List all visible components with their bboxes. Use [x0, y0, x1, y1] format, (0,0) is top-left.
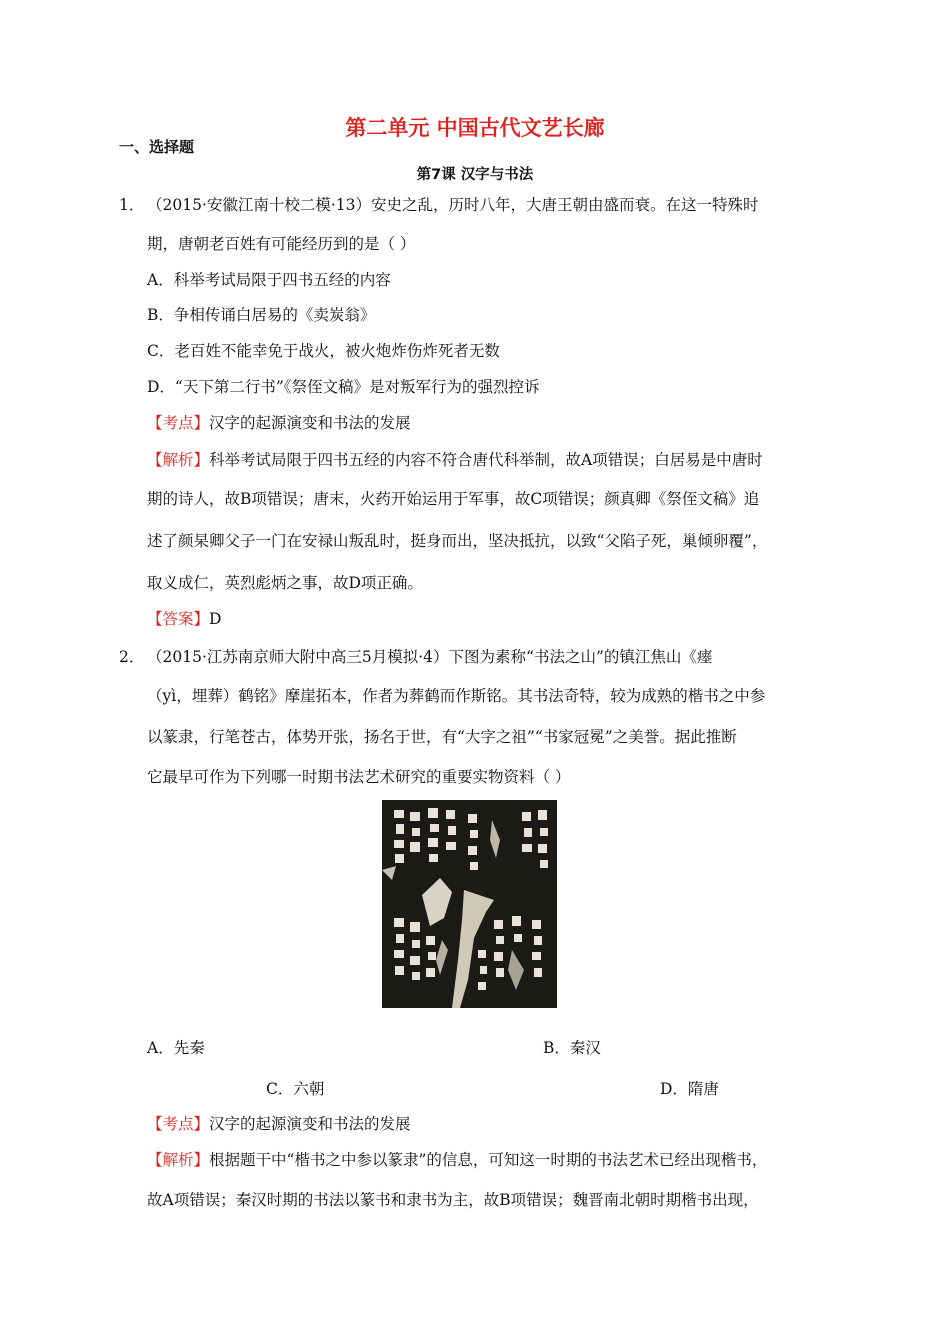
option-b: B．争相传诵白居易的《卖炭翁》: [147, 306, 376, 324]
jiexi-line: 述了颜杲卿父子一门在安禄山叛乱时，挺身而出，坚决抵抗，以致“父陷子死，巢倾卵覆”，: [147, 532, 768, 550]
rubbing-image: [382, 800, 557, 1008]
kaodian-tag: 【考点】: [147, 1115, 210, 1133]
section-title: 一、选择题: [119, 138, 195, 156]
jiexi-row: [147, 450, 763, 470]
question-stem-line: （2015·江苏南京师大附中高三5月模拟·4）下图为素称“书法之山”的镇江焦山《瘗: [147, 648, 713, 666]
lesson-title: 第7课 汉字与书法: [416, 167, 534, 183]
kaodian-row: [147, 1114, 411, 1134]
question-number: 1．: [119, 196, 145, 214]
kaodian-row: [147, 413, 411, 433]
question-number: 2．: [119, 648, 145, 666]
question-stem-line: 以篆隶，行笔苍古，体势开张，扬名于世，有“大字之祖”“书家冠冕”之美誉。据此推断: [147, 728, 737, 746]
jiexi-line: 取义成仁，英烈彪炳之事，故D项正确。: [147, 574, 423, 592]
jiexi-line: 故A项错误；秦汉时期的书法以篆书和隶书为主，故B项错误；魏晋南北朝时期楷书出现，: [147, 1191, 759, 1209]
question-stem-line: 它最早可作为下列哪一时期书法艺术研究的重要实物资料（ ）: [147, 768, 571, 786]
jiexi-line: 期的诗人，故B项错误；唐末，火药开始运用于军事，故C项错误；颜真卿《祭侄文稿》追: [147, 490, 760, 508]
option-a: A．科举考试局限于四书五经的内容: [147, 271, 391, 289]
unit-title: 第二单元 中国古代文艺长廊: [345, 116, 605, 140]
answer-row: [147, 609, 221, 629]
question-stem-line: （yì，埋葬）鹤铭》摩崖拓本，作者为葬鹤而作斯铭。其书法奇特，较为成熟的楷书之中参: [147, 687, 766, 705]
option-c: C．六朝: [266, 1080, 325, 1098]
kaodian-tag: 【考点】: [147, 414, 210, 432]
jiexi-tag: 【解析】: [147, 451, 210, 469]
jiexi-tag: 【解析】: [147, 1151, 210, 1169]
option-c: C．老百姓不能幸免于战火，被火炮炸伤炸死者无数: [147, 342, 500, 360]
jiexi-text: 科举考试局限于四书五经的内容不符合唐代科举制，故A项错误；白居易是中唐时: [209, 451, 763, 469]
option-d: D．隋唐: [660, 1080, 719, 1098]
option-d: D．“天下第二行书”《祭侄文稿》是对叛军行为的强烈控诉: [147, 378, 540, 396]
kaodian-text: 汉字的起源演变和书法的发展: [209, 414, 411, 432]
answer-tag: 【答案】: [147, 610, 210, 628]
kaodian-text: 汉字的起源演变和书法的发展: [209, 1115, 411, 1133]
answer-text: D: [209, 610, 222, 628]
question-stem-line: 期，唐朝老百姓有可能经历到的是（ ）: [147, 235, 416, 253]
option-a: A．先秦: [147, 1039, 205, 1057]
jiexi-row: [147, 1150, 767, 1170]
question-stem-line: （2015·安徽江南十校二模·13）安史之乱，历时八年，大唐王朝由盛而衰。在这一特殊时: [147, 196, 759, 214]
jiexi-text: 根据题干中“楷书之中参以篆隶”的信息，可知这一时期的书法艺术已经出现楷书，: [209, 1151, 768, 1169]
option-b: B．秦汉: [543, 1039, 601, 1057]
